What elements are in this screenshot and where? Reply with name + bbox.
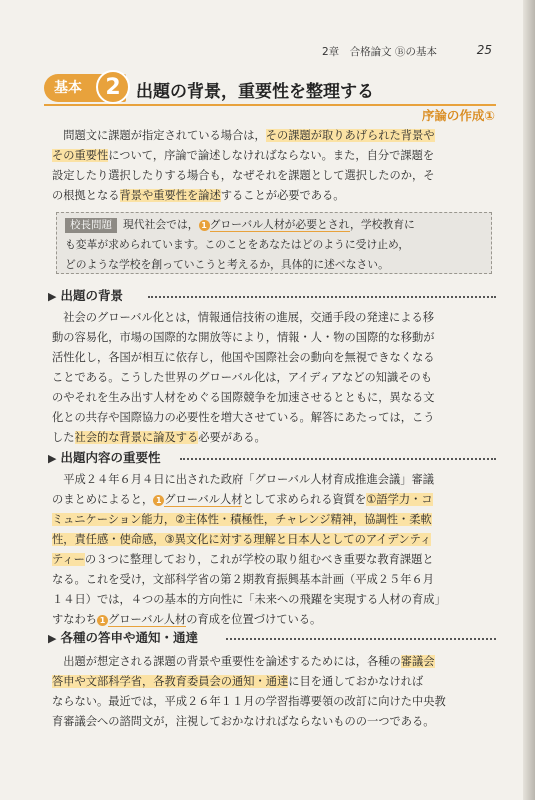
- highlight: 社会的な背景に論及する: [74, 431, 199, 444]
- reports-paragraph: 出題が想定される課題の背景や重要性を論述するためには，各種の審議会 答申や文部科学省，各教育委員会の通知・通達に目を通しておかなければ ならない。最近では，平成２６年１１月の学習指導要領の改訂に向けた中央教 育審議会への諮問文が，注視しておかなければならないものの一つである。: [52, 655, 446, 728]
- intro-paragraph: 問題文に課題が指定されている場合は，その課題が取りあげられた背景や その重要性について，序論で論述しなければならない。また，自分で課題を 設定したり選択したりする場合も，なぜそれを課題として選択したのか，そ の根拠となる背景や重要性を論述することが必要である。: [52, 129, 435, 202]
- background-paragraph: 社会のグローバル化とは，情報通信技術の進展，交通手段の発達による移 動の容易化，市場の国際的な開放等により，情報・人・物の国際的な移動が 活性化し，各国が相互に依存し，他国や国際社会の動向を無視できなくなる ことである。こうした世界のグローバル化は，アイディアなどの知識そのも のやそれを生み出す人材をめぐる国際競争を加速させるとともに，異なる文 化との共存や国際協力の必要性を増大させている。解答にあたっては，こう した社会的な背景に論及する必要がある。: [52, 311, 435, 444]
- kihon-badge-number: 2: [96, 70, 130, 104]
- running-header-section: の基本: [405, 46, 438, 58]
- highlight: 答申や文部科学省，各教育委員会の通知・通達: [52, 675, 289, 688]
- question-label: 校長問題: [65, 218, 117, 233]
- highlight: ミュニケーション能力，②主体性・積極性，チャレンジ精神，協調性・柔軟: [52, 513, 432, 526]
- dotted-rule: [148, 296, 496, 298]
- principal-question-box: 校長問題 現代社会では， 1 グローバル人材が必要とされ，学校教育に も変革が求められています。このことをあなたはどのように受け止め， どのような学校を創っていこうと考えるか，具体的に述べなさい。: [56, 212, 492, 274]
- section-heading-background: ▶ 出題の背景: [48, 286, 496, 306]
- marker-1-icon: 1: [153, 495, 164, 506]
- marker-1-icon: 1: [199, 220, 210, 231]
- highlight: 背景や重要性を論述: [119, 189, 221, 202]
- page-number: 25: [476, 43, 492, 57]
- highlight: その課題が取りあげられた背景や: [265, 129, 435, 142]
- dotted-rule: [180, 458, 496, 460]
- page-gutter-shadow: [523, 0, 535, 800]
- highlight: 性，責任感・使命感，③異文化に対する理解と日本人としてのアイデンティ: [52, 533, 432, 546]
- section-title-bar: [44, 72, 496, 106]
- running-header-chapter: 2章 合格論文: [322, 46, 396, 58]
- kihon-badge-label: 基本: [54, 80, 82, 96]
- dotted-rule: [226, 638, 496, 640]
- running-header: [322, 44, 492, 59]
- triangle-bullet-icon: ▶: [48, 632, 57, 645]
- section-heading-reports: ▶ 各種の答申や通知・通達: [48, 628, 496, 648]
- section-heading-importance: ▶ 出題内容の重要性: [48, 448, 496, 468]
- highlight: ①語学力・コ: [366, 493, 433, 506]
- kihon-badge: [44, 74, 126, 102]
- page-subtitle: 序論の作成①: [421, 108, 495, 123]
- running-header-badge: Ⓑ: [395, 46, 406, 58]
- highlight: ティー: [52, 553, 85, 566]
- triangle-bullet-icon: ▶: [48, 290, 57, 303]
- marker-1-icon: 1: [97, 615, 108, 626]
- importance-paragraph: 平成２４年６月４日に出された政府「グローバル人材育成推進会議」審議 のまとめによると， 1 グローバル人材として求められる資質を①語学力・コ ミュニケーション能力，②主体性・積極性，チャレンジ精神，協調性・柔軟 性，責任感・使命感，③異文化に対する理解と日本人としてのアイデンティ ティーの３つに整理しており，これが学校の取り組むべき重要な教育課題と なる。これを受け，文部科学省の第２期教育振興基本計画（平成２５年６月 １４日）では，４つの基本的方向性に「未来への飛躍を実現する人材の育成」 すなわち 1 グローバル人材の育成を位置づけている。: [52, 473, 446, 626]
- highlight: 審議会: [400, 655, 435, 668]
- triangle-bullet-icon: ▶: [48, 452, 57, 465]
- highlight: その重要性: [52, 149, 109, 162]
- page-title: 出題の背景，重要性を整理する: [136, 82, 374, 102]
